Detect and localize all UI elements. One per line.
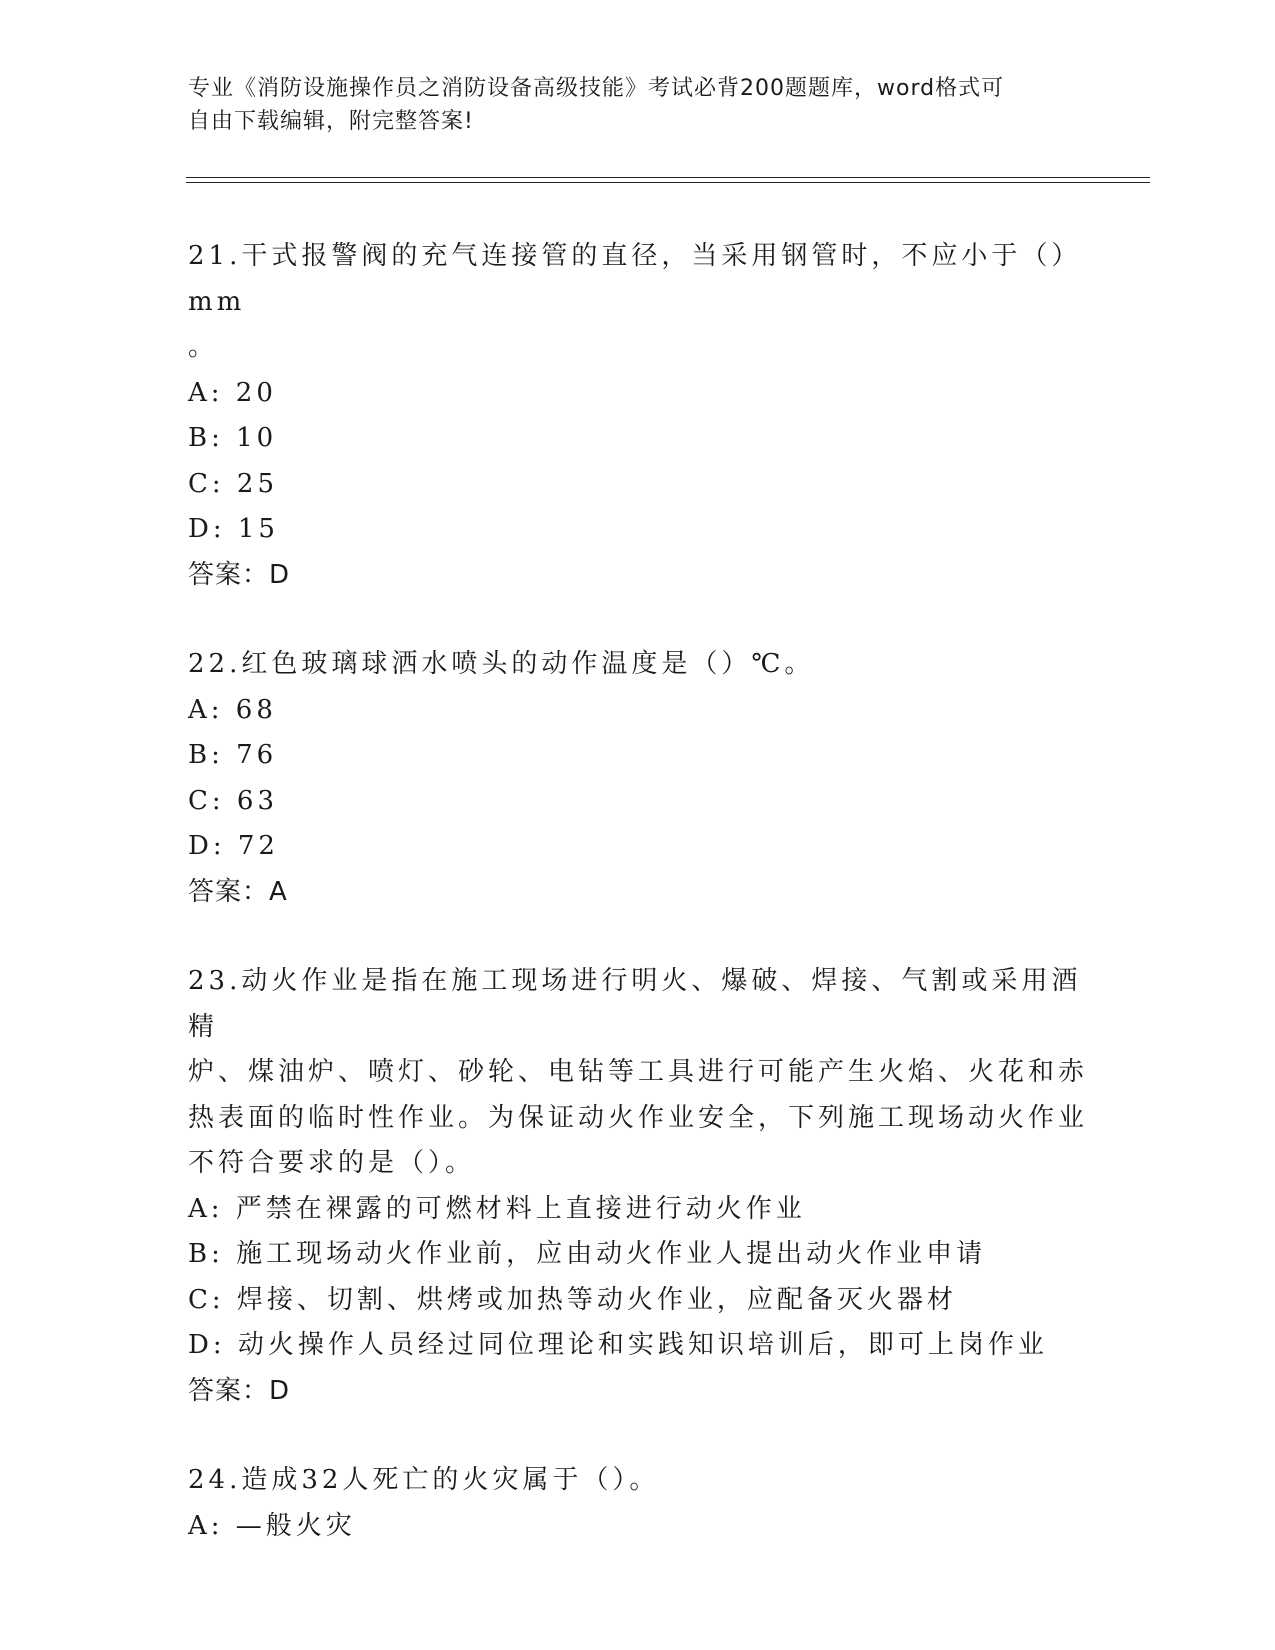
question-24 xyxy=(188,1458,1088,1549)
question-list xyxy=(188,234,1088,1593)
option-b: B: 76 xyxy=(188,740,278,770)
answer-label: 答案：D xyxy=(188,1375,291,1406)
document-header xyxy=(188,72,1088,138)
option-c: C: 63 xyxy=(188,785,279,816)
question-text: 22.红色玻璃球洒水喷头的动作温度是（）℃。 xyxy=(188,649,815,679)
answer-label: 答案：A xyxy=(188,876,288,907)
option-d: D: 15 xyxy=(188,514,279,544)
question-text: 24.造成32人死亡的火灾属于（）。 xyxy=(188,1465,660,1495)
question-text: 热表面的临时性作业。为保证动火作业安全，下列施工现场动火作业 xyxy=(188,1102,1089,1133)
question-21 xyxy=(188,234,1088,598)
question-text: 23.动火作业是指在施工现场进行明火、爆破、焊接、气割或采用酒精 xyxy=(188,966,1082,1042)
question-text: 炉、煤油炉、喷灯、砂轮、电钻等工具进行可能产生火焰、火花和赤 xyxy=(188,1057,1089,1087)
option-a: A: —般火灾 xyxy=(188,1510,356,1541)
option-a: A: 68 xyxy=(188,694,277,725)
option-c: C: 焊接、切割、烘烤或加热等动火作业，应配备灭火器材 xyxy=(188,1284,957,1315)
answer-label: 答案：D xyxy=(188,559,291,590)
option-c: C: 25 xyxy=(188,468,279,499)
question-text: 。 xyxy=(188,332,219,362)
option-b: B: 10 xyxy=(188,423,278,453)
option-d: D: 动火操作人员经过同位理论和实践知识培训后，即可上岗作业 xyxy=(188,1330,1048,1360)
header-divider-top xyxy=(186,177,1150,178)
option-a: A: 严禁在裸露的可燃材料上直接进行动火作业 xyxy=(188,1193,806,1224)
question-text: 21.干式报警阀的充气连接管的直径，当采用钢管时，不应小于（）mm xyxy=(188,241,1082,317)
header-line-1: 专业《消防设施操作员之消防设备高级技能》考试必背200题题库，word格式可 xyxy=(188,76,1005,101)
header-line-2: 自由下载编辑，附完整答案! xyxy=(188,109,474,134)
question-text: 不符合要求的是（）。 xyxy=(188,1148,476,1178)
header-divider-bottom xyxy=(186,182,1150,183)
question-23 xyxy=(188,959,1088,1414)
question-22 xyxy=(188,642,1088,915)
option-a: A: 20 xyxy=(188,377,277,408)
option-b: B: 施工现场动火作业前，应由动火作业人提出动火作业申请 xyxy=(188,1239,987,1269)
option-d: D: 72 xyxy=(188,831,279,861)
